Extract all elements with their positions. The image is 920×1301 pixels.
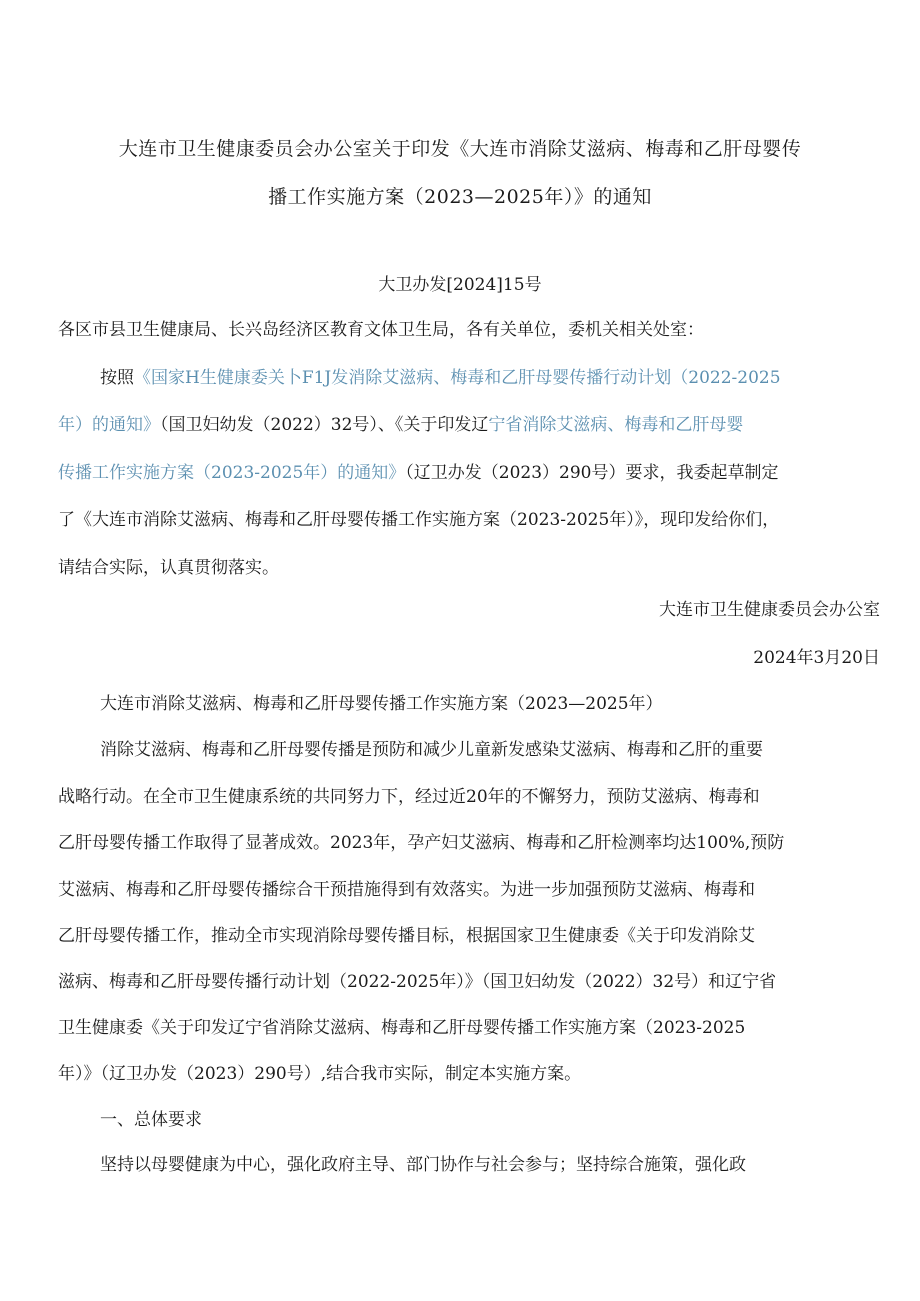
body-line-5: 请结合实际，认真贯彻落实。 bbox=[58, 558, 279, 578]
liaoning-plan-link[interactable]: 宁省消除艾滋病、梅毒和乙肝母婴 bbox=[488, 415, 744, 435]
body-line-4: 了《大连市消除艾滋病、梅毒和乙肝母婴传播工作实施方案（2023-2025年）》，现印发给你们， bbox=[58, 510, 780, 530]
intro-line-5: 乙肝母婴传播工作，推动全市实现消除母婴传播目标，根据国家卫生健康委《关于印发消除艾 bbox=[58, 926, 755, 946]
liaoning-plan-link-cont[interactable]: 传播工作实施方案（2023-2025年）的通知》 bbox=[58, 463, 406, 483]
intro-line-6: 滋病、梅毒和乙肝母婴传播行动计划（2022-2025年）》（国卫妇幼发（2022）32号）和辽宁省 bbox=[58, 972, 777, 992]
issue-date: 2024年3月20日 bbox=[753, 648, 880, 668]
document-number: 大卫办发[2024]15号 bbox=[378, 275, 542, 295]
section-heading-general-requirements: 一、总体要求 bbox=[100, 1110, 202, 1130]
intro-line-3: 乙肝母婴传播工作取得了显著成效。2023年，孕产妇艾滋病、梅毒和乙肝检测率均达100%,预防 bbox=[58, 833, 785, 853]
section-1-line-1: 坚持以母婴健康为中心，强化政府主导、部门协作与社会参与；坚持综合施策，强化政 bbox=[100, 1155, 746, 1175]
intro-line-8: 年）》（辽卫办发（2023）290号）,结合我市实际，制定本实施方案。 bbox=[58, 1064, 582, 1084]
addressee-line: 各区市县卫生健康局、长兴岛经济区教育文体卫生局，各有关单位，委机关相关处室： bbox=[58, 320, 704, 340]
signature: 大连市卫生健康委员会办公室 bbox=[659, 600, 880, 620]
intro-line-2: 战略行动。在全市卫生健康系统的共同努力下，经过近20年的不懈努力，预防艾滋病、梅毒和 bbox=[58, 787, 760, 807]
national-plan-link[interactable]: 《国家H生健康委关卜F1J发消除艾滋病、梅毒和乙肝母婴传播行动计划（2022-2025 bbox=[134, 368, 781, 388]
body-line-2-mid: （国卫妇幼发（2022）32号）、《关于印发辽 bbox=[160, 415, 489, 435]
body-line-1 bbox=[100, 366, 880, 390]
intro-line-7: 卫生健康委《关于印发辽宁省消除艾滋病、梅毒和乙肝母婴传播工作实施方案（2023-2025 bbox=[58, 1018, 746, 1038]
notice-title-line-2: 播工作实施方案（2023—2025年）》的通知 bbox=[268, 186, 652, 208]
plan-title: 大连市消除艾滋病、梅毒和乙肝母婴传播工作实施方案（2023—2025年） bbox=[100, 694, 663, 714]
intro-line-4: 艾滋病、梅毒和乙肝母婴传播综合干预措施得到有效落实。为进一步加强预防艾滋病、梅毒和 bbox=[58, 880, 755, 900]
national-plan-link-cont[interactable]: 年）的通知》 bbox=[58, 415, 160, 435]
intro-line-1: 消除艾滋病、梅毒和乙肝母婴传播是预防和减少儿童新发感染艾滋病、梅毒和乙肝的重要 bbox=[100, 740, 763, 760]
body-line-3 bbox=[58, 461, 880, 485]
body-line-3-rest: （辽卫办发（2023）290号）要求，我委起草制定 bbox=[405, 463, 779, 483]
body-line-2 bbox=[58, 413, 880, 437]
notice-title-line-1: 大连市卫生健康委员会办公室关于印发《大连市消除艾滋病、梅毒和乙肝母婴传 bbox=[118, 138, 802, 160]
body-line-1-prefix: 按照 bbox=[100, 368, 134, 388]
